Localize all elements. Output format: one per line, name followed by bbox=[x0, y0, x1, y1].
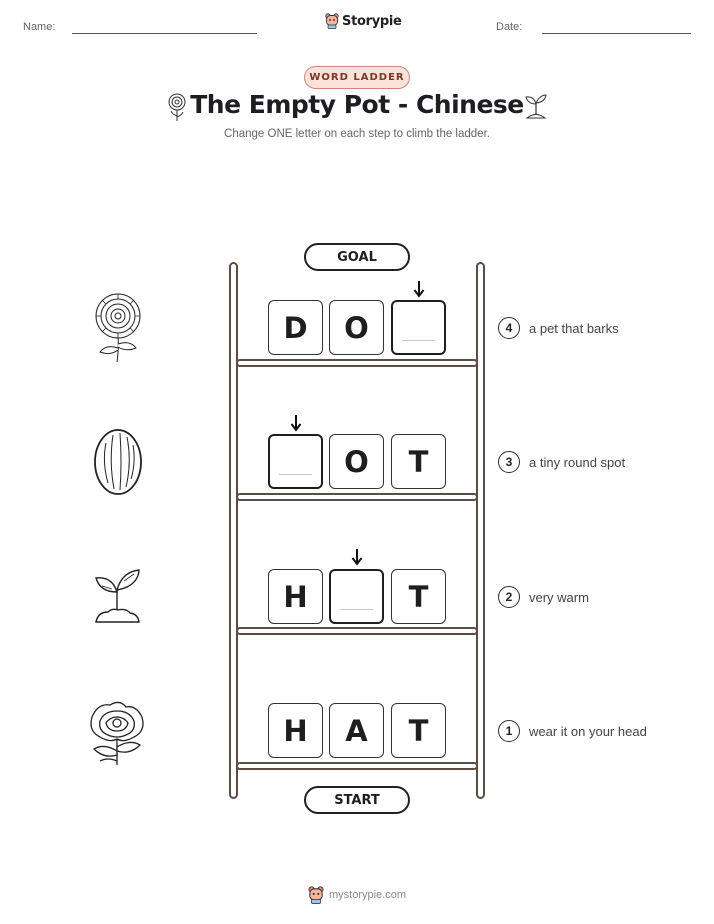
name-field[interactable] bbox=[72, 33, 257, 34]
step-number-badge: 2 bbox=[498, 586, 520, 608]
date-label: Date: bbox=[496, 21, 523, 33]
brand-name: Storypie bbox=[342, 13, 402, 29]
step-number-badge: 4 bbox=[498, 317, 520, 339]
blank-letter-tile[interactable] bbox=[268, 434, 323, 489]
letter-tile: A bbox=[329, 703, 384, 758]
storypie-mascot-icon bbox=[325, 13, 339, 29]
chrysanthemum-icon bbox=[90, 292, 146, 364]
clue-text: a tiny round spot bbox=[529, 455, 626, 470]
ladder-rung bbox=[236, 359, 478, 367]
letter-tile: T bbox=[391, 434, 446, 489]
letter-tile: O bbox=[329, 300, 384, 355]
sprout-icon bbox=[92, 566, 142, 626]
name-label: Name: bbox=[23, 21, 56, 33]
letter-tile: T bbox=[391, 569, 446, 624]
blank-letter-tile[interactable] bbox=[329, 569, 384, 624]
brand-logo bbox=[325, 13, 402, 29]
step-number-badge: 1 bbox=[498, 720, 520, 742]
letter-tile: O bbox=[329, 434, 384, 489]
down-arrow-icon bbox=[351, 548, 363, 566]
word-ladder-badge: WORD LADDER bbox=[304, 66, 410, 89]
sprout-small-icon bbox=[524, 92, 548, 120]
footer-site-link[interactable]: mystorypie.com bbox=[328, 889, 407, 901]
instructions: Change ONE letter on each step to climb the ladder. bbox=[224, 128, 490, 140]
clue-text: wear it on your head bbox=[529, 724, 647, 739]
date-field[interactable] bbox=[542, 33, 691, 34]
clue-text: a pet that barks bbox=[529, 321, 619, 336]
blank-letter-tile[interactable] bbox=[391, 300, 446, 355]
down-arrow-icon bbox=[290, 414, 302, 432]
peony-icon bbox=[86, 697, 148, 767]
ladder-rung bbox=[236, 493, 478, 501]
ladder-right-rail bbox=[476, 262, 485, 799]
letter-tile: D bbox=[268, 300, 323, 355]
clue-text: very warm bbox=[529, 590, 589, 605]
ladder-rung bbox=[236, 762, 478, 770]
down-arrow-icon bbox=[413, 280, 425, 298]
goal-label: GOAL bbox=[304, 243, 410, 271]
letter-tile: T bbox=[391, 703, 446, 758]
seed-icon bbox=[92, 427, 144, 497]
letter-tile: H bbox=[268, 703, 323, 758]
ladder-left-rail bbox=[229, 262, 238, 799]
letter-tile: H bbox=[268, 569, 323, 624]
storypie-mascot-icon bbox=[308, 886, 324, 904]
start-label: START bbox=[304, 786, 410, 814]
ladder-rung bbox=[236, 627, 478, 635]
page-title: The Empty Pot - Chinese bbox=[190, 90, 524, 119]
step-number-badge: 3 bbox=[498, 451, 520, 473]
footer bbox=[0, 886, 714, 904]
